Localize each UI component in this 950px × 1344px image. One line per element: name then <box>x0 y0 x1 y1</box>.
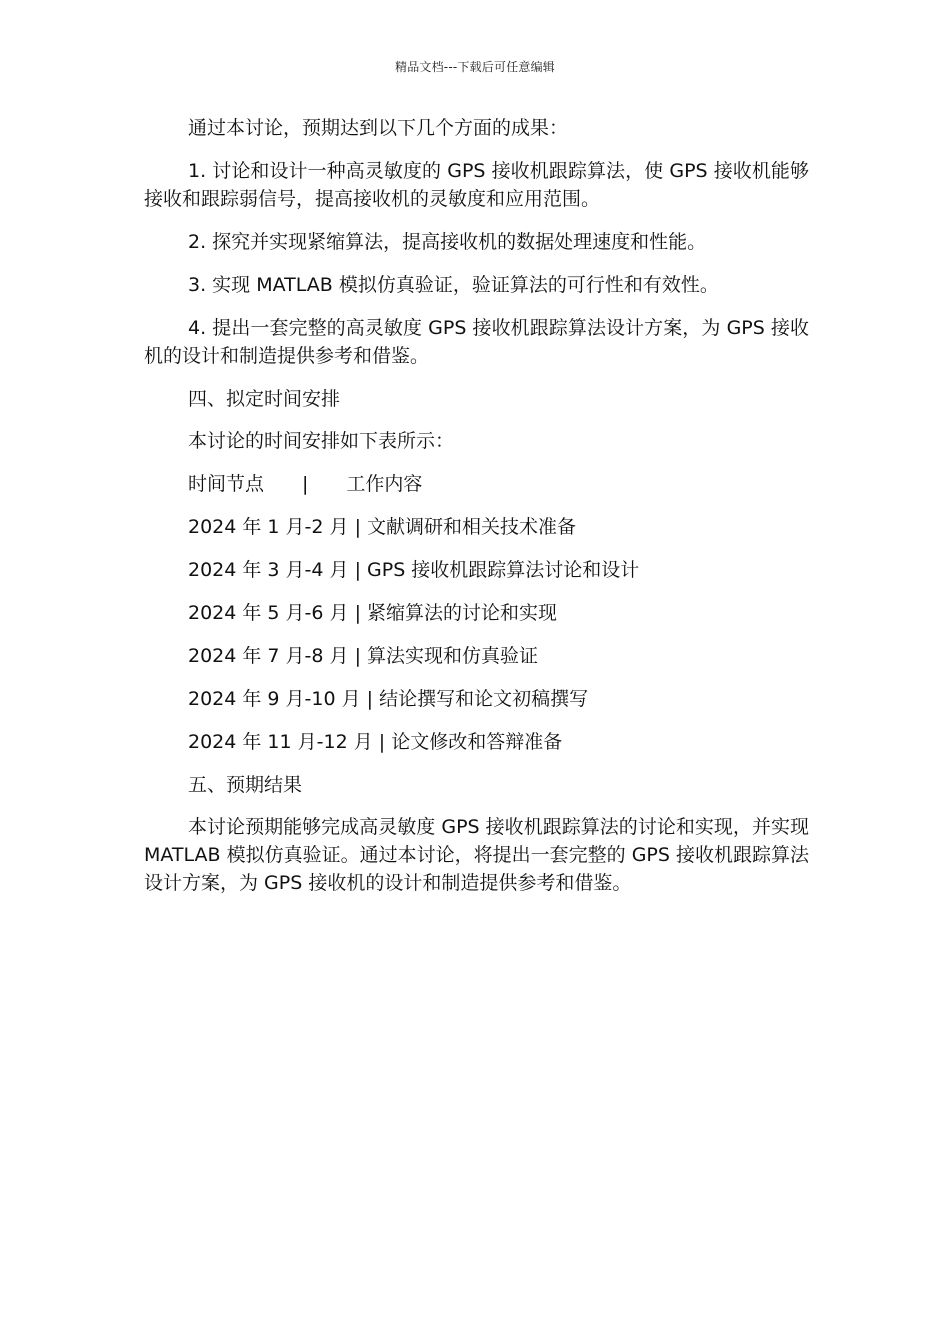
section-heading-expected-results: 五、预期结果 <box>188 774 303 796</box>
section-heading-schedule: 四、拟定时间安排 <box>188 388 341 410</box>
paragraph-result-2: 2. 探究并实现紧缩算法，提高接收机的数据处理速度和性能。 <box>188 231 707 253</box>
paragraph-result-4: 4. 提出一套完整的高灵敏度 GPS 接收机跟踪算法设计方案，为 GPS 接收机的设计和制造提供参考和借鉴。 <box>144 317 809 367</box>
schedule-row: 2024 年 7 月-8 月 | 算法实现和仿真验证 <box>188 645 539 667</box>
schedule-table-header: 时间节点 | 工作内容 <box>188 473 423 495</box>
paragraph-result-1: 1. 讨论和设计一种高灵敏度的 GPS 接收机跟踪算法，使 GPS 接收机能够接收和跟踪弱信号，提高接收机的灵敏度和应用范围。 <box>144 160 809 210</box>
document-body <box>144 114 809 912</box>
schedule-row: 2024 年 9 月-10 月 | 结论撰写和论文初稿撰写 <box>188 688 589 710</box>
schedule-row: 2024 年 3 月-4 月 | GPS 接收机跟踪算法讨论和设计 <box>188 559 640 581</box>
schedule-row: 2024 年 5 月-6 月 | 紧缩算法的讨论和实现 <box>188 602 558 624</box>
paragraph-result-3: 3. 实现 MATLAB 模拟仿真验证，验证算法的可行性和有效性。 <box>188 274 719 296</box>
page-header: 精品文档---下载后可任意编辑 <box>395 60 555 74</box>
schedule-row: 2024 年 1 月-2 月 | 文献调研和相关技术准备 <box>188 516 577 538</box>
schedule-row: 2024 年 11 月-12 月 | 论文修改和答辩准备 <box>188 731 563 753</box>
paragraph-schedule-intro: 本讨论的时间安排如下表所示： <box>188 430 455 452</box>
paragraph-expected-results: 本讨论预期能够完成高灵敏度 GPS 接收机跟踪算法的讨论和实现，并实现 MATLAB 模拟仿真验证。通过本讨论，将提出一套完整的 GPS 接收机跟踪算法设计方案，为 GPS 接收机的设计和制造提供参考和借鉴。 <box>144 816 809 894</box>
paragraph-intro: 通过本讨论，预期达到以下几个方面的成果： <box>188 117 569 139</box>
